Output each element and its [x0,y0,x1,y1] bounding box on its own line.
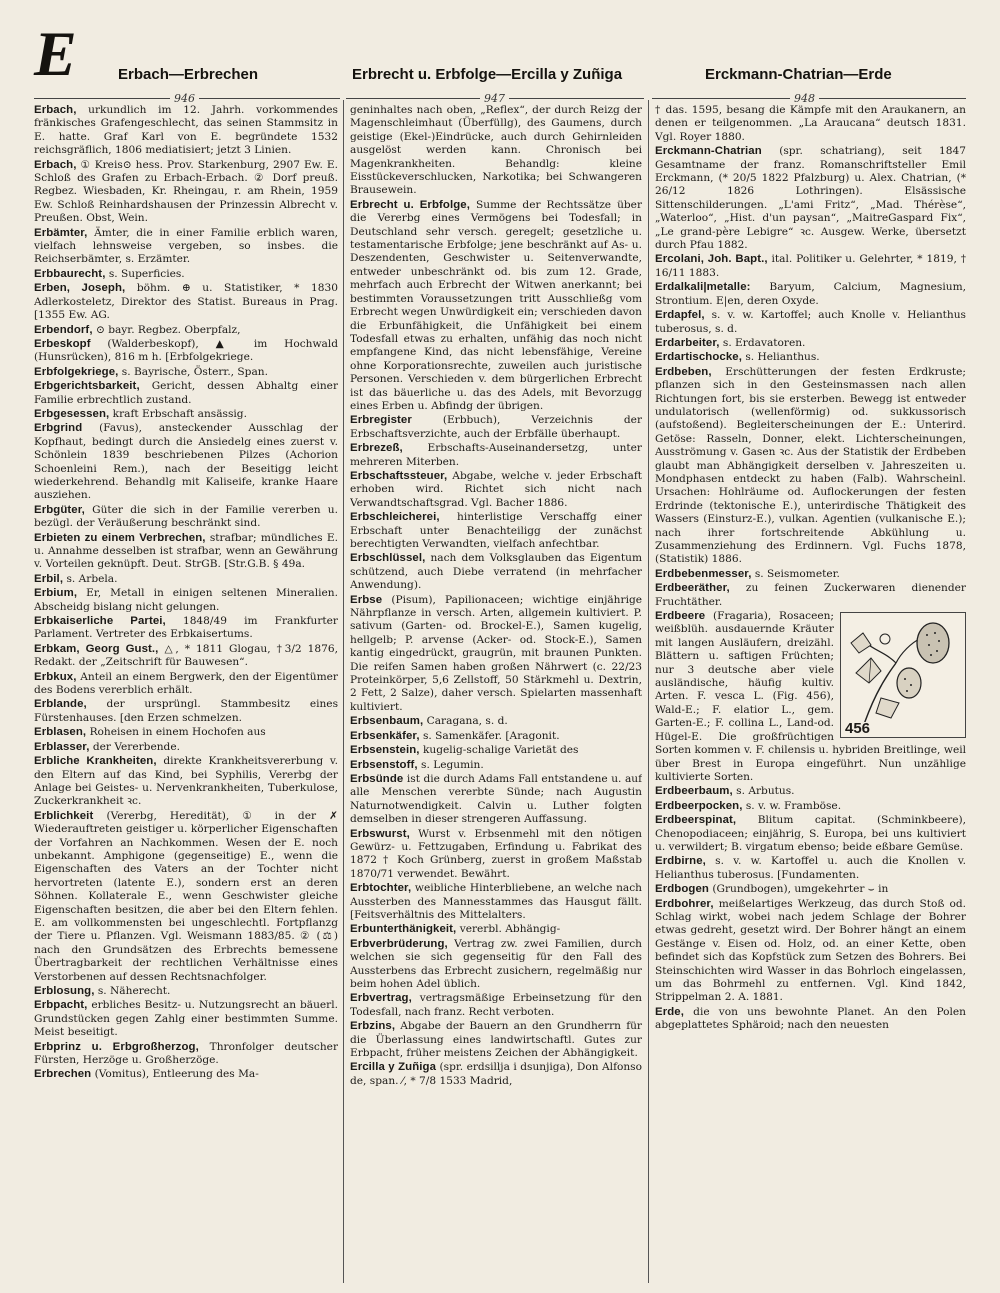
dictionary-entry [34,1041,338,1068]
page-number-middle: 947 [480,92,509,105]
entry-headword: Erbse [350,593,383,606]
entry-text: (Favus), ansteckender Ausschlag der Kopfhaut, bedingt durch die Ansiedelg eines zuerst v. Schönlein 1839 beschriebenen Pilzes (Achorion Schoenleini Rem.), nach der Beseitigg leicht wiederkehrend. Behandlg mit Kaliseife, kranke Haare ausziehen. [34,422,338,502]
entry-text: s. Legumin. [421,758,484,771]
entry-headword: Erbach, [34,158,77,171]
dictionary-entry [350,992,642,1019]
dictionary-entry [350,828,642,882]
entry-headword: Erbieten zu einem Verbrechen, [34,531,206,544]
entry-text: s. Näherecht. [97,985,171,997]
dictionary-entry [350,730,642,743]
entry-text: meißelartiges Werkzeug, das durch Stoß od. Schlag wirkt, wobei nach jedem Schlage der Bohrer etwas gedreht, gesetzt wird. Der Bohrer hängt an einem Gestänge v. Eisen od. Holz, od. an einer Kette, oben befindet sich das Kopfstück zum Setzen des Bohrers. Bei Steinschichten wird Wasser in das Bohrloch eingelassen, um das Bohrmehl zu entfernen. Vgl. Kind 1842, Strippelman 2. A. 1881. [655,897,966,1004]
dictionary-entry [655,855,966,882]
entry-headword: Erbsenstoff, [350,758,418,771]
running-header-right: Erckmann-Chatrian—Erde [705,66,892,83]
entry-headword: Erdalkali|metalle: [655,281,751,294]
dictionary-entry [655,366,966,567]
entry-text: Er, Metall in einigen seltenen Mineralien. Abscheidg bislang nicht gelungen. [34,587,338,613]
entry-headword: Erckmann-Chatrian [655,145,762,158]
dictionary-entry [655,610,966,784]
entry-headword: Erbämter, [34,226,88,239]
entry-headword: Erbzins, [350,1020,396,1033]
entry-text: s. Helianthus. [745,351,820,364]
entry-headword: Erblosung, [34,985,95,997]
dictionary-entry [34,755,338,809]
entry-text: strafbar; mündliches E. u. Annahme desselben ist strafbar, wenn an Gewährung v. Vorteilen geknüpft. Deut. StrGB. [Str.G.B. § 49a. [34,531,338,571]
dictionary-entry [350,715,642,728]
dictionary-entry [34,408,338,421]
entry-headword: Erblasen, [34,726,87,739]
dictionary-entry [350,759,642,772]
entry-headword: Erbswurst, [350,827,410,840]
entry-headword: Erbvertrag, [350,992,412,1005]
dictionary-entry [34,366,338,379]
entry-headword: Erbsenbaum, [350,715,424,728]
entry-headword: Erdbogen [655,883,709,896]
entry-text: s. Seismometer. [754,567,840,580]
strawberry-illustration [840,612,966,738]
column-divider [343,100,344,1283]
entry-text: (Walderbeskopf), ▲ im Hochwald (Hunsrücken), 816 m h. [Erbfolgekriege. [34,337,338,364]
dictionary-entry [34,227,338,267]
dictionary-entry [34,1068,338,1081]
entry-headword: Erbliche Krankheiten, [34,755,157,768]
dictionary-entry [350,511,642,551]
entry-headword: Erbgüter, [34,503,85,516]
entry-text: s. Erdavatoren. [722,336,806,349]
dictionary-entry [655,104,966,144]
entry-text: ① Kreis⊙ hess. Prov. Starkenburg, 2907 Ew. E. Schloß des Grafen zu Erbach-Erbach. ② Dorf preuß. Regbez. Wiesbaden, Kr. Rheingau, r. am Rhein, 1959 Ew. Schloß Reinhardshausen der Prinzessin Albrecht v. Preußen. Obst, Wein. [34,158,338,225]
entry-headword: Erbrezeß, [350,442,403,455]
dictionary-entry [350,199,642,414]
entry-headword: Erblasser, [34,740,90,753]
dictionary-entry [350,414,642,441]
dictionary-entry [34,643,338,670]
dictionary-entry [655,145,966,252]
entry-text: ital. Politiker u. Gelehrter, * 1819, † 16/11 1883. [655,253,966,279]
entry-headword: Erbgesessen, [34,407,110,420]
column-divider [648,100,649,1283]
entry-headword: Erbsünde [350,772,404,785]
dictionary-entry [655,281,966,308]
dictionary-entry [34,380,338,407]
entry-headword: Erdbeben, [655,365,712,378]
dictionary-entry [350,744,642,757]
dictionary-entry [655,785,966,798]
entry-text: der Vererbende. [92,740,180,753]
entry-text: s. Bayrische, Österr., Span. [121,365,268,378]
dictionary-entry [34,999,338,1039]
dictionary-entry [34,698,338,725]
entry-headword: Erbverbrüderung, [350,937,448,950]
column-right [655,104,966,1284]
entry-text: s. Arbela. [66,572,118,585]
entry-headword: Erdbohrer, [655,897,714,910]
entry-text: erbliches Besitz- u. Nutzungsrecht an bäuerl. Grundstücken gegen Zahlg einer bestimmten Summe. Meist beseitigt. [34,999,338,1039]
entry-text: die von uns bewohnte Planet. An den Polen abgeplattetes Sphäroid; nach den neuesten [655,1005,966,1032]
figure-number: 456 [845,719,871,737]
entry-headword: Erdbeerbaum, [655,785,733,798]
entry-text: Thronfolger deutscher Fürsten, Herzöge u. Großherzöge. [34,1040,338,1067]
entry-headword: Erbtochter, [350,882,412,895]
entry-text: direkte Krankheitsvererbung v. den Eltern auf das Kind, bei Syphilis, Vererbg der Anlage bei Geistes- u. Nervenkrankheiten, Tuberkulose, Zuckerkrankheit ꝛc. [34,755,338,808]
entry-text: Baryum, Calcium, Magnesium, Strontium. E|en, deren Oxyde. [655,281,966,307]
dictionary-entry [34,504,338,531]
dictionary-entry [34,741,338,754]
entry-text: s. v. w. Kartoffel u. auch die Knollen v. Helianthus tuberosus. [Fundamenten. [655,855,966,881]
entry-headword: Erdbeere [655,610,706,623]
dictionary-entry [350,882,642,922]
entry-text: Roheisen in einem Hochofen aus [89,726,266,739]
entry-text: (spr. erdsillja i dsunjiga), Don Alfonso de, span. ⁄, * 7/8 1533 Madrid, [350,1061,642,1087]
entry-text: Blitum capitat. (Schminkbeere), Chenopodiaceen; einjährig, S. Europa, bei uns kultiviert u. verwildert; B. virgatum ebenso; beide eßbare Gemüse. [655,814,966,853]
entry-headword: Erbsenkäfer, [350,729,420,742]
entry-headword: Erbgerichtsbarkeit, [34,380,140,393]
entry-headword: Erdbeeräther, [655,582,730,595]
entry-text: (Pisum), Papilionaceen; wichtige einjährige Nährpflanze in versch. Arten, allgemein kultiviert. P. sativum (Garten- od. Brockel-E.), Samen kugelig, hellgelb; P. arvense (Acker- od. Stock-E.), Samen kantig eingedrückt, graugrün, mit braunen Punkten. Die reifen Samen haben großen Nährwert (c. 22/23 Proteinkörper, 5,6 Zellstoff, 50 Stärkmehl u. Dextrin, 2 Fett, 2 Salze), daher versch. Spielarten massenhaft kultiviert. [350,593,642,713]
dictionary-entry [350,442,642,469]
dictionary-entry [655,337,966,350]
entry-text: s. Superficies. [108,267,185,280]
entry-headword: Erdarbeiter, [655,336,720,349]
entry-headword: Erbregister [350,414,412,427]
entry-headword: Erbunterthänigkeit, [350,923,457,936]
entry-text: nach dem Volksglauben das Eigentum schützend, auch Diebe verratend (in mehrfacher Anwendung). [350,552,642,592]
dictionary-entry [34,810,338,984]
dictionary-entry [655,898,966,1005]
entry-text: (Grundbogen), umgekehrter ⌣ in [712,883,889,896]
entry-headword: Erbschlüssel, [350,552,426,565]
entry-text: s. Samenkäfer. [Aragonit. [422,729,560,742]
dictionary-entry [655,883,966,896]
dictionary-entry [34,422,338,502]
column-left [34,104,338,1284]
dictionary-entry [655,253,966,280]
entry-text: Güter die sich in der Familie vererben u. bezügl. der Veräußerung beschränkt sind. [34,503,338,530]
entry-headword: Erblichkeit [34,809,94,822]
dictionary-entry [34,268,338,281]
dictionary-entry [350,923,642,936]
entry-headword: Erbprinz u. Erbgroßherzog, [34,1040,199,1053]
entry-text: † das. 1595, besang die Kämpfe mit den Araukanern, an denen er teilgenommen. „La Araucana“ deutsch 1831. Vgl. Royer 1880. [655,104,966,143]
dictionary-entry [350,594,642,715]
dictionary-entry [655,1006,966,1033]
dictionary-entry [34,324,338,337]
entry-headword: Erbrechen [34,1068,92,1081]
dictionary-entry [34,985,338,998]
dictionary-entry [655,309,966,336]
entry-headword: Erbbaurecht, [34,267,106,280]
running-header-left: Erbach—Erbrechen [118,66,259,83]
dictionary-entry [655,800,966,813]
dictionary-entry [34,587,338,614]
entry-text: kraft Erbschaft ansässig. [112,407,247,420]
entry-text: (Fragaria), Rosaceen; weißblüh. ausdauernde Kräuter mit langen Ausläufern, dreizähl. Blättern u. saftigen Früchten; nur 3 deutsche aber viele ausländische, häufig kultiv. Arten. F. vesca L. (Fig. 456), Wald-E.; F. elatior L., gem. Garten-E.; F. collina L., Land-od. Hügel-E. Die großfrüchtigen Sorten kommen v. F. chilensis u. hybriden Breitlinge, weil über Brest in Europa eingeführt. Nun unzählige kultivierte Sorten. [655,610,966,783]
entry-text: weibliche Hinterbliebene, an welche nach Aussterben des Mannesstammes das Hausgut fällt. [Feitsverhältnis des Mittelalters. [350,882,642,921]
page-number-right: 948 [790,92,819,105]
entry-headword: Erbfolgekriege, [34,365,119,378]
entry-headword: Erben, Joseph, [34,282,126,295]
entry-text: (Erbbuch), Verzeichnis der Erbschaftsverzichte, auch der Erbfälle überhaupt. [350,414,642,440]
dictionary-entry [350,1061,642,1088]
entry-headword: Ercolani, Joh. Bapt., [655,253,768,266]
dictionary-entry [34,282,338,322]
entry-headword: Erbach, [34,104,77,116]
dictionary-entry [350,104,642,198]
page-number-left: 946 [170,92,199,105]
entry-headword: Erbschaftssteuer, [350,469,448,482]
column-middle [350,104,642,1284]
dictionary-entry [34,338,338,365]
entry-headword: Ercilla y Zuñiga [350,1061,437,1074]
entry-text: s. v. w. Framböse. [745,799,842,812]
entry-text: der ursprüngl. Stammbesitz eines Fürstenhauses. [den Erzen schmelzen. [34,698,338,724]
entry-text: kugelig-schalige Varietät des [422,744,579,757]
entry-text: Erschütterungen der festen Erdkruste; pflanzen sich in den Gesteinsmassen nach allen Richtungen fort, bis sie ersterben. Bewegg ist entweder undulatorisch (wellenförmig) od. sukkussorisch (aufstoßend). Begleiterscheinungen der E.: Unterird. Getöse: Rasseln, Donner, elekt. Lichterscheinungen, Ausströmung v. Gasen ꝛc. Aus der Statistik der Erdbeben glaubt man Abhängigkeit derselben v. Jahreszeiten u. Mondphasen entdeckt zu haben (Falb). Wahrscheinl. Ursachen: Hohlräume od. Auflockerungen der festen Erdrinde (tektonische E.), unterirdische Thätigkeit des Wassers (Einsturz-E.), vulkan. Agentien (vulkanische E.); nach ihrer fortschreitende Abkühlung u. Zusammenziehung des Erdinnern. Vgl. Fuchs 1878, (Statistik) 1886. [655,365,966,566]
entry-text: Abgabe der Bauern an den Grundherrn für die Überlassung eines landwirtschaftl. Gutes zur Erbpacht, früher meistens Zeichen der Abhängigkeit. [350,1020,642,1060]
dictionary-entry [34,159,338,226]
entry-headword: Erde, [655,1005,684,1018]
entry-text: Gericht, dessen Abhaltg einer Familie erbrechtlich zustand. [34,380,338,406]
entry-text: △, * 1811 Glogau, †3/2 1876, Redakt. der „Zeitschrift für Bauwesen“. [34,642,338,669]
dictionary-entry [34,104,338,158]
entry-text: böhm. ⊕ u. Statistiker, * 1830 Adlerkosteletz, Direktor des Statist. Bureaus in Prag. [1355 Ew. AG. [34,282,338,322]
entry-text: ist die durch Adams Fall entstandene u. auf alle Menschen vererbte Sünde; nach Augustin Naturnotwendigkeit. Calvin u. Luther folgten demselben in dieser strengeren Auffassung. [350,772,642,826]
entry-text: s. Arbutus. [736,785,795,798]
dictionary-entry [350,938,642,992]
entry-headword: Erbgrind [34,422,83,435]
entry-text: Caragana, s. d. [426,715,508,728]
entry-headword: Erdbeerpocken, [655,799,743,812]
entry-text: Erbschafts-Auseinandersetzg, unter mehreren Miterben. [350,442,642,468]
entry-headword: Erdartischocke, [655,351,742,364]
entry-text: Summe der Rechtssätze über die Vererbg eines Vermögens bei Todesfall; in Deutschland sehr versch. geregelt; gesetzliche u. testamentarische Erbfolge; jene beschränkt auf As- u. Deszendenten, Geschwister u. Seitenverwandte, entweder unbeschränkt od. bis zum 12. Grade, mehrfach auch Erbrecht der Witwen anerkannt; bei bestimmten Voraussetzungen tritt Ausschließg vom Erbrecht wegen Unwürdigkeit ein; verschieden davon die Erbunfähigkeit, die Unfähigkeit bei einem Todesfall etwas zu erhalten, unfähig das noch nicht empfangene Kind, das nicht lebensfähige, Vereine ohne Korporationsrechte, zuweilen auch juristische Personen. Verschieden v. dem bürgerlichen Erbrecht ist das bäuerliche u. das des Adels, mit Bevorzugg eines Erben u. Abfindg der übrigen. [350,198,642,412]
entry-headword: Erblande, [34,698,87,711]
entry-text: hinterlistige Verschaffg einer Erbschaft unter Benachteiligg der zunächst berechtigten Verwandten, vielfach anfechtbar. [350,511,642,550]
dictionary-entry [350,1020,642,1060]
entry-text: zu feinen Zuckerwaren dienender Fruchtäther. [655,582,966,608]
entry-headword: Erdbeerspinat, [655,814,737,827]
entry-headword: Erbium, [34,587,78,600]
entry-text: Vertrag zw. zwei Familien, durch welchen sie sich gegenseitig für den Fall des Aussterbens das Erbrecht zusichern, regelmäßig nur beim hohen Adel üblich. [350,937,642,990]
dictionary-entry [34,532,338,572]
dictionary-entry [350,773,642,827]
dictionary-entry [350,552,642,592]
entry-headword: Erbrecht u. Erbfolge, [350,198,470,211]
entry-headword: Erbil, [34,572,64,585]
entry-text: (Vomitus), Entleerung des Ma- [94,1068,259,1081]
entry-text: s. v. w. Kartoffel; auch Knolle v. Helianthus tuberosus, s. d. [655,309,966,335]
entry-text: (spr. schatriang), seit 1847 Gesamtname der franz. Romanschriftsteller Emil Erckmann, (* 20/5 1822 Pfalzburg) u. Alex. Chatrian, (* 26/12 1826 Lothringen). Elsässische Sittenschilderungen. „L'ami Fritz“, „Mad. Thérèse“, „Waterloo“, „Hist. d'un paysan“, „MaitreGaspard Fix“, „Le grand-père Lebigre“ ꝛc. Ausgew. Werke, übersetzt durch Pfau 1882. [655,145,966,252]
entry-text: vertragsmäßige Erbeinsetzung für den Todesfall, nach franz. Recht verboten. [350,992,642,1018]
dictionary-entry [34,726,338,739]
entry-headword: Erbpacht, [34,999,88,1012]
entry-headword: Erbendorf, [34,323,93,336]
dictionary-entry [655,351,966,364]
dictionary-entry [350,470,642,510]
entry-text: Anteil an einem Bergwerk, den der Eigentümer des Bodens vererblich erhält. [34,670,338,697]
entry-text: geninhaltes nach oben, „Reflex“, der durch Reizg der Magenschleimhaut (Überfüllg), des Gaumens, durch geistige (Ekel-)Eindrücke, auch durch Gehirnleiden ausgelöst werden kann. Chronisch bei Magenkrankheiten. Behandlg: kleine Eisstückeverschlucken, Narkotika; bei Schwangeren Brausewein. [350,104,642,197]
dictionary-entry [34,615,338,642]
entry-headword: Erbkaiserliche Partei, [34,615,166,628]
entry-headword: Erbschleicherei, [350,511,440,524]
dictionary-entry [655,814,966,854]
entry-headword: Erdbirne, [655,855,706,868]
dictionary-entry [655,582,966,609]
entry-headword: Erbkam, Georg Gust., [34,642,159,655]
running-header-middle: Erbrecht u. Erbfolge—Ercilla y Zuñiga [352,66,623,83]
entry-headword: Erbkux, [34,670,77,683]
entry-text: Ämter, die in einer Familie erblich waren, vielfach lehnsweise vergeben, so insbes. die Reichserbämter, s. Erzämter. [34,226,338,266]
entry-text: ⊙ bayr. Regbez. Oberpfalz, [95,323,241,336]
entry-text: Wurst v. Erbsenmehl mit den nötigen Gewürz- u. Fettzugaben, Erfindung u. Fabrikat des 1872 † Koch Grünberg, zuerst in großem Maßstab 1870/71 verwendet. Bewährt. [350,827,642,880]
entry-headword: Erbeskopf [34,337,91,350]
entry-headword: Erdbebenmesser, [655,567,752,580]
entry-text: (Vererbg, Heredität), ① in der ✗ Wiederauftreten geistiger u. körperlicher Eigenschaften der Vorfahren an Nachkommen. Wesen der E. noch unbekannt. Amphigone (gegenseitige) E., wenn die Eigenschaften des Vaters an der Tochter nicht hervortreten (latente E.), sondern erst an deren Söhnen. Kollaterale E., wenn Geschwister gleiche Eigenschaften besitzen, die aber bei den Eltern fehlen. E. am vollkommensten bei ungeschlechtl. Fortpflanzg der Tiere u. Pflanzen. Vgl. Weismann 1883/85. ② (⚖) nach den Grundsätzen des Erbrechts bemessene Übertragbarkeit der rechtlichen Verhältnisse eines Verstorbenen auf dessen Rechtsnachfolger. [34,809,338,983]
entry-text: vererbl. Abhängig- [459,923,561,936]
dictionary-entry [34,573,338,586]
strawberry-plant-icon [841,613,965,737]
entry-text: 1848/49 im Frankfurter Parlament. Vertreter des Erbkaisertums. [34,615,338,641]
entry-headword: Erdapfel, [655,309,705,322]
dictionary-entry [34,671,338,698]
entry-text: Abgabe, welche v. jeder Erbschaft erhoben wird. Richtet sich nicht nach Verwandtschaftsgrad. Vgl. Bacher 1886. [350,469,642,509]
dictionary-entry [655,568,966,581]
entry-headword: Erbsenstein, [350,744,420,757]
section-letter: E [34,18,77,89]
entry-text: urkundlich im 12. Jahrh. vorkommendes fränkisches Grafengeschlecht, das seinen Stammsitz in E. hatte. Graf Karl von E. begründete 1532 reichsgräflich, 1806 mediatisiert; jetzt 3 Linien. [34,104,338,157]
